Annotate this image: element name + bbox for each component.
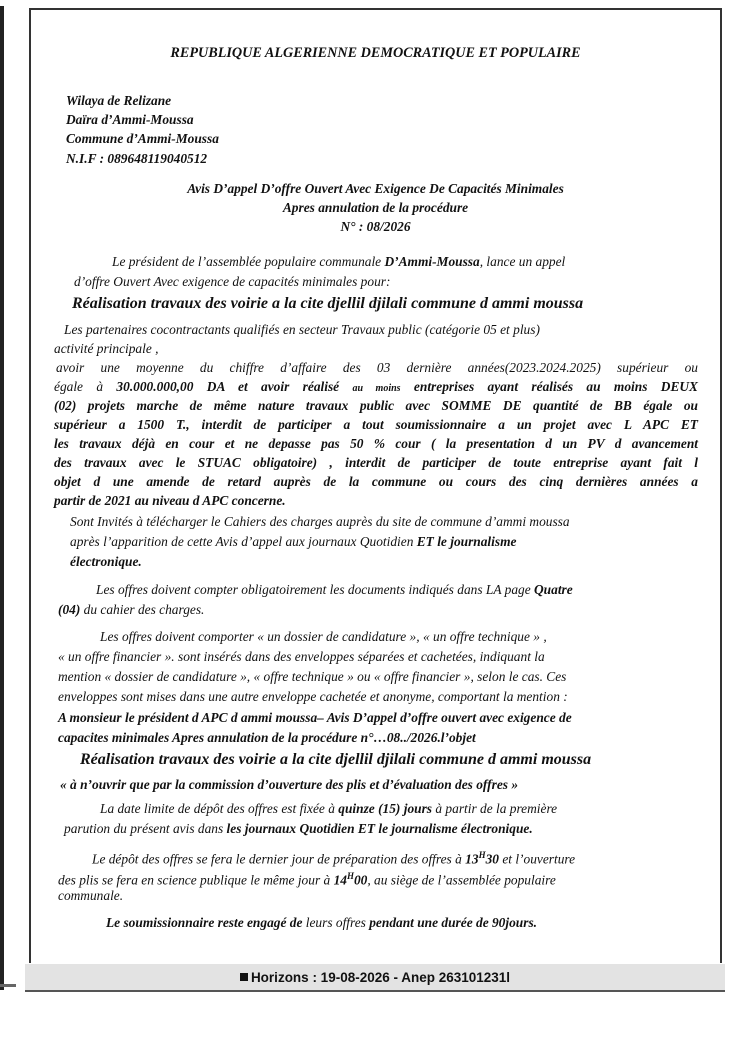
eligibility-line-3: avoir une moyenne du chiffre d’affaire des 03 dernière années(2023.2024.2025) supérieur ou: [56, 360, 698, 375]
daira-line: Daïra d’Ammi-Moussa: [66, 112, 194, 127]
intro-line-2: d’offre Ouvert Avec exigence de capacités minimales pour:: [74, 274, 391, 289]
project-title: Réalisation travaux des voirie a la cite djellil djilali commune d ammi moussa: [72, 295, 584, 312]
column-rule-left: [0, 6, 4, 990]
download-line-3: électronique.: [70, 554, 142, 569]
republic-heading: REPUBLIQUE ALGERIENNE DEMOCRATIQUE ET POPULAIRE: [170, 45, 581, 61]
intro-line-1: Le président de l’assemblée populaire communale D’Ammi-Moussa, lance un appel: [112, 254, 566, 269]
footer-source: Horizons : 19-08-2026 - Anep 263101231l: [250, 969, 511, 985]
eligibility-line-4: égale à 30.000.000,00 DA et avoir réalisé au moins entreprises ayant réalisés au moins DEUX: [54, 379, 698, 394]
eligibility-line-8: des travaux avec le STUAC obligatoire) , interdit de participer de toute entreprise ayant fait l: [54, 455, 698, 470]
deadline-line-2: parution du présent avis dans les journaux Quotidien ET le journalisme électronique.: [64, 821, 533, 836]
eligibility-line-6: supérieur a 1500 T., interdit de participer a tout soumissionnaire a un projet avec L APC ET: [54, 417, 698, 432]
square-bullet-icon: [240, 973, 248, 981]
deadline-line-1: La date limite de dépôt des offres est fixée à quinze (15) jours à partir de la première: [100, 801, 558, 816]
envelopes-line-3: mention « dossier de candidature », « offre technique » ou « offre financier », selon le cas. Ces: [58, 669, 567, 684]
envelopes-line-4: enveloppes sont mises dans une autre enveloppe cachetée et anonyme, comportant la mention :: [58, 689, 568, 704]
notice-title: Avis D’appel D’offre Ouvert Avec Exigence De Capacités Minimales: [187, 181, 564, 196]
notice-subtitle: Apres annulation de la procédure: [282, 200, 469, 215]
column-rule-bottom: [0, 984, 16, 987]
envelopes-line-5: A monsieur le président d APC d ammi moussa– Avis D’appel d’offre ouvert avec exigence de: [58, 710, 572, 725]
eligibility-line-2: activité principale ,: [54, 341, 159, 356]
commission-mention: « à n’ouvrir que par la commission d’ouverture des plis et d’évaluation des offres »: [60, 777, 519, 792]
notice-number: N° : 08/2026: [340, 219, 411, 234]
footer-bar: [25, 964, 725, 992]
download-line-1: Sont Invités à télécharger le Cahiers des charges auprès du site de commune d’ammi moussa: [70, 514, 570, 529]
download-line-2: après l’apparition de cette Avis d’appel aux journaux Quotidien ET le journalisme: [70, 534, 517, 549]
documents-line-2: (04) du cahier des charges.: [58, 602, 205, 617]
eligibility-line-1: Les partenaires cocontractants qualifiés en secteur Travaux public (catégorie 05 et plus): [64, 322, 540, 337]
validity-line: Le soumissionnaire reste engagé de leurs offres pendant une durée de 90jours.: [106, 915, 538, 930]
eligibility-line-10: partir de 2021 au niveau d APC concerne.: [54, 493, 286, 508]
nif-line: N.I.F : 089648119040512: [66, 151, 208, 166]
documents-line-1: Les offres doivent compter obligatoirement les documents indiqués dans LA page Quatre: [96, 582, 573, 597]
project-title-repeat: Réalisation travaux des voirie a la cite djellil djilali commune d ammi moussa: [80, 751, 592, 768]
eligibility-line-9: objet d une amende de retard auprès de la commune ou cours des cinq dernières années a: [54, 474, 698, 489]
wilaya-line: Wilaya de Relizane: [66, 93, 172, 108]
deposit-line-3: communale.: [58, 888, 124, 903]
envelopes-line-1: Les offres doivent comporter « un dossier de candidature », « un offre technique » ,: [100, 629, 547, 644]
eligibility-line-5: (02) projets marche de même nature travaux public avec SOMME DE quantité de BB égale ou: [54, 398, 698, 413]
envelopes-line-6: capacites minimales Apres annulation de la procédure n°…08../2026.l’objet: [58, 730, 476, 745]
eligibility-line-7: les travaux déjà en cour et ne depasse pas 50 % cour ( la presentation d un PV d avancement: [54, 436, 698, 451]
deposit-line-1: Le dépôt des offres se fera le dernier jour de préparation des offres à $13^H30$ et l’ouverture: [92, 850, 576, 867]
commune-line: Commune d’Ammi-Moussa: [66, 131, 219, 146]
envelopes-line-2: « un offre financier ». sont insérés dans des enveloppes séparées et cachetées, indiquant la: [58, 649, 545, 664]
deposit-line-2: des plis se fera en science publique le même jour à $14^H00$, au siège de l’assemblée populaire: [58, 871, 556, 888]
